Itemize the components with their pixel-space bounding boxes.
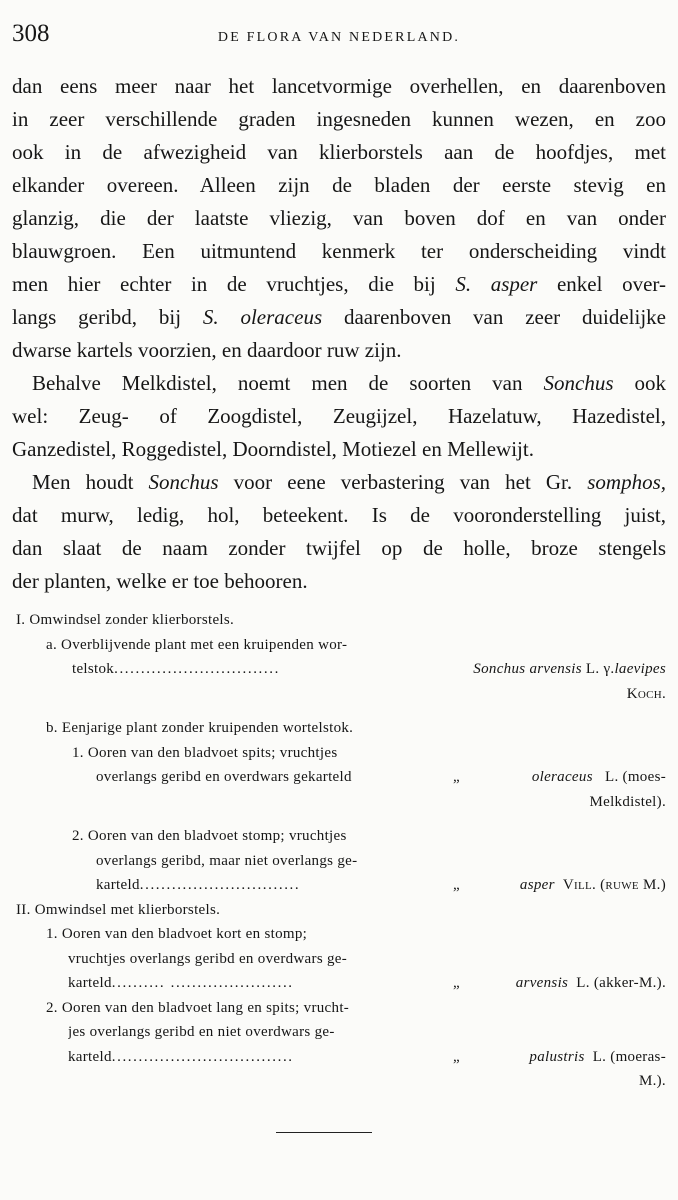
running-title: DE FLORA VAN NEDERLAND. <box>217 30 461 45</box>
species-name: S. oleraceus <box>202 305 323 329</box>
key-entry-b2-end: karteld.............................. „ asper Vill. (ruwe M.) <box>16 873 666 898</box>
key-heading-II: II. Omwindsel met klierborstels. <box>16 901 221 918</box>
key-heading-I: I. Omwindsel zonder klierborstels. <box>16 612 235 628</box>
leader-dots: .................................. <box>111 1048 294 1065</box>
leader-dots: ............................... <box>114 661 280 677</box>
text-line: glanzig, die der laatste vliezig, van boven dof en van onder <box>12 206 666 230</box>
key-entry-c1: 1. Ooren van den bladvoet kort en stomp; <box>46 926 308 942</box>
key-entry-c1-cont: vruchtjes overlangs geribd en overdwars ge- <box>68 950 348 967</box>
ditto-mark: „ <box>453 1048 460 1065</box>
species-name: S. asper <box>455 272 538 296</box>
key-entry-b2: 2. Ooren van den bladvoet stomp; vruchtjes <box>72 828 347 844</box>
text-line: Ganzedistel, Roggedistel, Doorndistel, Motiezel en Mellewijt. <box>12 437 534 461</box>
body-text <box>12 70 666 598</box>
species-name: palustris <box>529 1048 585 1065</box>
page-header <box>12 14 666 54</box>
text-line: elkander overeen. Alleen zijn de bladen der eerste stevig en <box>12 173 666 197</box>
page-number: 308 <box>12 20 50 47</box>
paragraph-1 <box>12 70 666 367</box>
text-line: in zeer verschillende graden ingesneden kunnen wezen, en zoo <box>12 107 666 131</box>
key-entry-c2: 2. Ooren van den bladvoet lang en spits; vrucht- <box>46 999 350 1016</box>
leader-dots: .............................. <box>139 877 301 893</box>
ditto-mark: „ <box>453 877 460 893</box>
text-line: dwarse kartels voorzien, en daardoor ruw zijn. <box>12 338 402 362</box>
species-name: Sonchus arvensis <box>473 661 582 677</box>
text-line: der planten, welke er toe behooren. <box>12 569 308 593</box>
text-line: dan slaat de naam zonder twijfel op de holle, broze stengels <box>12 536 666 560</box>
text-line: Men houdt Sonchus voor eene verbastering van het Gr. somphos, <box>32 470 666 494</box>
key-entry-b: b. Eenjarige plant zonder kruipenden wortelstok. <box>46 720 354 736</box>
variety-name: laevipes <box>614 661 666 677</box>
key-entry-b2-cont: overlangs geribd, maar niet overlangs ge- <box>96 852 358 869</box>
key-entry-a-author: Koch. <box>626 685 666 702</box>
text-line: men hier echter in de vruchtjes, die bij S. asper enkel over- <box>12 272 666 296</box>
key-entry-b1: 1. Ooren van den bladvoet spits; vruchtjes <box>72 744 338 761</box>
text-line: blauwgroen. Een uitmuntend kenmerk ter onderscheiding vindt <box>12 239 666 263</box>
section-end-rule <box>276 1132 372 1133</box>
key-entry-b1-common: Melkdistel). <box>589 793 666 810</box>
key-entry-a-end: telstok............................... Sonchus arvensis L. γ.laevipes <box>72 661 666 677</box>
key-entry-a: a. Overblijvende plant met een kruipenden wor- <box>46 636 348 653</box>
text-line: dan eens meer naar het lancetvormige overhellen, en daarenboven <box>12 74 666 98</box>
species-name: oleraceus <box>531 769 593 785</box>
genus-name: Sonchus <box>543 371 614 395</box>
text-line: ook in de afwezigheid van klierborstels aan de hoofdjes, met <box>12 140 666 164</box>
paragraph-3 <box>12 466 666 598</box>
leader-dots: .......... ....................... <box>111 975 294 991</box>
key-entry-c2-common: M.). <box>638 1073 666 1089</box>
text-line: wel: Zeug- of Zoogdistel, Zeugijzel, Hazelatuw, Hazedistel, <box>12 404 666 428</box>
genus-name: Sonchus <box>148 470 219 494</box>
species-name: asper <box>519 877 555 893</box>
text-line: dat murw, ledig, hol, beteekent. Is de vooronderstelling juist, <box>12 503 666 527</box>
greek-word: somphos, <box>587 470 666 494</box>
ditto-mark: „ <box>453 769 460 785</box>
paragraph-2 <box>12 367 666 466</box>
key-entry-c2-cont: jes overlangs geribd en niet overdwars ge- <box>68 1024 335 1040</box>
key-entry-c1-end: karteld.......... ....................... „ arvensis L. (akker-M.). <box>16 971 666 996</box>
text-line: langs geribd, bij S. oleraceus daarenboven van zeer duidelijke <box>12 305 666 329</box>
key-entry-c2-end: karteld.................................. „ palustris L. (moeras- <box>16 1045 666 1070</box>
species-name: arvensis <box>515 975 569 991</box>
text-line: Behalve Melkdistel, noemt men de soorten van Sonchus ook <box>32 371 666 395</box>
key-entry-b1-end: overlangs geribd en overdwars gekarteld „ oleraceus L. (moes- <box>16 765 666 790</box>
identification-key <box>16 608 666 1094</box>
ditto-mark: „ <box>453 975 460 991</box>
